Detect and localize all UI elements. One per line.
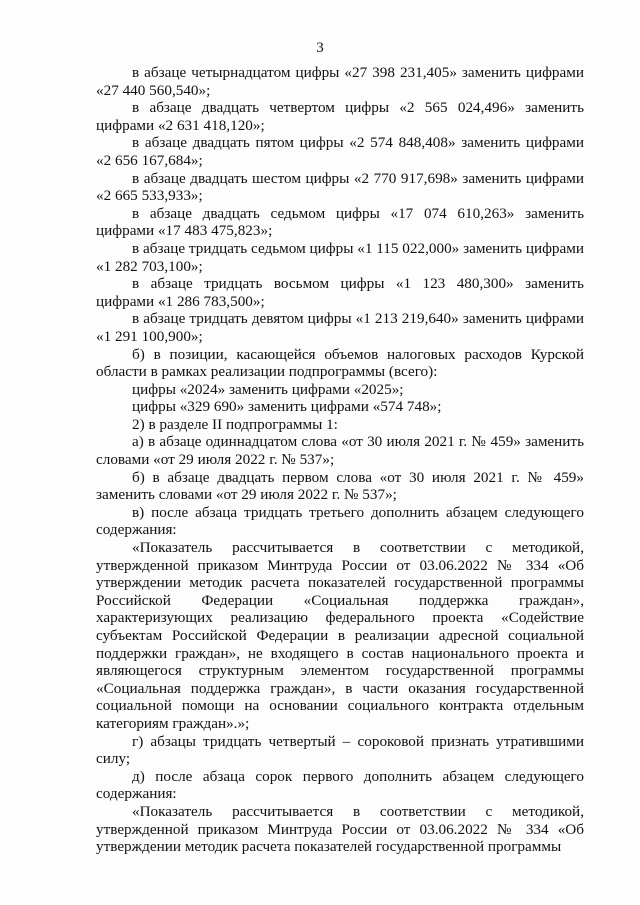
paragraph: в абзаце тридцать восьмом цифры «1 123 480,300» заменить цифрами «1 286 783,500»; xyxy=(96,275,584,310)
paragraph: цифры «329 690» заменить цифрами «574 748»; xyxy=(132,398,442,416)
paragraph: г) абзацы тридцать четвертый – сороковой признать утратившими силу; xyxy=(96,732,584,768)
document-body xyxy=(96,64,584,856)
paragraph: б) в позиции, касающейся объемов налоговых расходов Курской области в рамках реализации подпрограммы (всего): xyxy=(96,345,584,381)
paragraph: д) после абзаца сорок первого дополнить абзацем следующего содержания: xyxy=(96,767,584,803)
paragraph: «Показатель рассчитывается в соответствии с методикой, утвержденной приказом Минтруда России от 03.06.2022 № 334 «Об утверждении методик расчета показателей государственной программы xyxy=(96,802,584,856)
paragraph: в абзаце двадцать четвертом цифры «2 565 024,496» заменить цифрами «2 631 418,120»; xyxy=(96,99,584,134)
paragraph: б) в абзаце двадцать первом слова «от 30 июля 2021 г. № 459» заменить словами «от 29 июля 2022 г. № 537»; xyxy=(96,468,584,504)
paragraph: в абзаце двадцать пятом цифры «2 574 848,408» заменить цифрами «2 656 167,684»; xyxy=(96,134,584,169)
page-number: 3 xyxy=(316,40,324,56)
paragraph: в абзаце двадцать седьмом цифры «17 074 610,263» заменить цифрами «17 483 475,823»; xyxy=(96,204,584,240)
paragraph: в) после абзаца тридцать третьего дополнить абзацем следующего содержания: xyxy=(96,503,584,539)
paragraph: а) в абзаце одиннадцатом слова «от 30 июля 2021 г. № 459» заменить словами «от 29 июля 2022 г. № 537»; xyxy=(96,433,584,469)
paragraph: «Показатель рассчитывается в соответствии с методикой, утвержденной приказом Минтруда России от 03.06.2022 № 334 «Об утверждении методик расчета показателей государственной программы Российской Федерации «Социальная поддержка граждан», характеризующих реализацию федерального проекта «Содействие субъектам Российской Федерации в реализации адресной социальной поддержки граждан», не входящего в состав национального проекта и являющегося структурным элементом государственной программы «Социальная поддержка граждан», в части оказания государственной социальной помощи на основании социального контракта отдельным категориям граждан».»; xyxy=(96,539,584,732)
paragraph: в абзаце двадцать шестом цифры «2 770 917,698» заменить цифрами «2 665 533,933»; xyxy=(96,169,584,205)
paragraph: в абзаце четырнадцатом цифры «27 398 231,405» заменить цифрами «27 440 560,540»; xyxy=(96,64,584,99)
paragraph: в абзаце тридцать седьмом цифры «1 115 022,000» заменить цифрами «1 282 703,100»; xyxy=(96,239,584,275)
paragraph: цифры «2024» заменить цифрами «2025»; xyxy=(132,380,404,398)
paragraph: в абзаце тридцать девятом цифры «1 213 219,640» заменить цифрами «1 291 100,900»; xyxy=(96,310,584,345)
paragraph: 2) в разделе II подпрограммы 1: xyxy=(132,415,338,433)
